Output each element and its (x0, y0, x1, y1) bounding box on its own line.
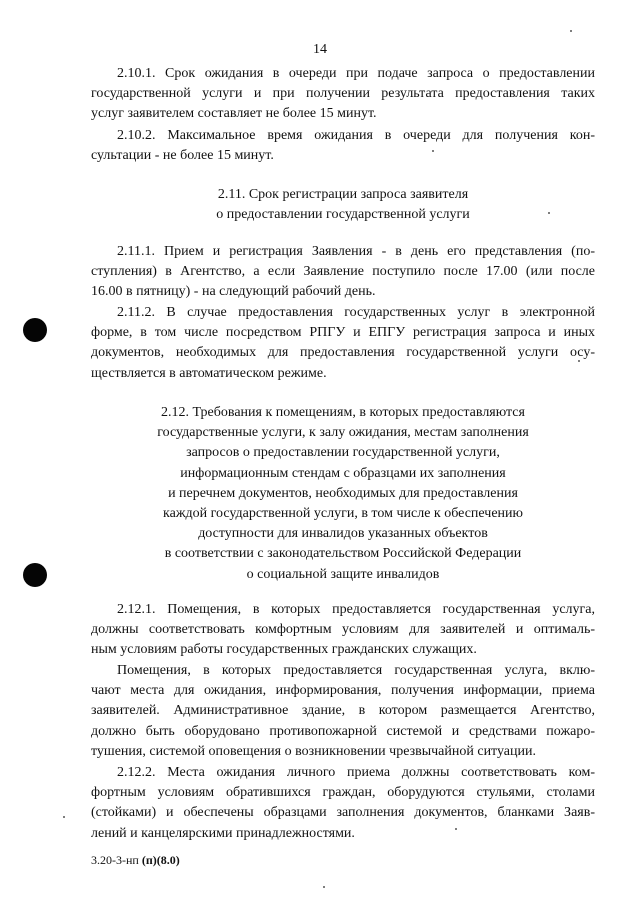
text-line: государственной услуги и при получении результата предоставления таких (91, 86, 595, 102)
text-line: 2.12.2. Места ожидания личного приема должны соответствовать ком- (117, 765, 595, 780)
text-line: должны соответствовать комфортным условиям для заявителей и оптималь- (91, 622, 595, 638)
text-line: сультации - не более 15 минут. (91, 148, 274, 164)
scan-speck (63, 816, 65, 818)
document-code (91, 853, 180, 868)
heading-line: о социальной защите инвалидов (246, 566, 440, 582)
text-line: услуг заявителем составляет не более 15 минут. (91, 106, 377, 122)
scan-speck (548, 212, 550, 214)
scan-speck (570, 30, 572, 32)
scan-speck (455, 828, 457, 830)
heading-line: о предоставлении государственной услуги (216, 207, 470, 223)
heading-line: каждой государственной услуги, в том числе к обеспечению (163, 506, 523, 522)
section-heading-2-12 (91, 403, 595, 585)
text-line: (стойками) и обеспечены образцами заполнения документов, бланками Заяв- (91, 805, 595, 821)
heading-line: 2.11. Срок регистрации запроса заявителя (217, 187, 469, 202)
scan-speck (578, 360, 580, 362)
text-line: 16.00 в пятницу) - на следующий рабочий день. (91, 284, 376, 300)
text-line: 2.10.1. Срок ожидания в очереди при подаче запроса о предоставлении (117, 66, 595, 81)
text-line: документов, необходимых для предоставления государственной услуги осу- (91, 345, 595, 361)
text-line: заявителей. Административное здание, в котором размещается Агентство, (91, 703, 595, 719)
paragraph-2-12-2 (91, 763, 595, 844)
paragraph-2-11-2 (91, 303, 595, 384)
text-line: лений и канцелярскими принадлежностями. (91, 825, 355, 841)
punch-hole (23, 318, 47, 342)
heading-line: государственные услуги, к залу ожидания, местам заполнения (157, 425, 529, 441)
scan-speck (432, 150, 434, 152)
page-number: 14 (313, 42, 327, 57)
text-line: 2.12.1. Помещения, в которых предоставляется государственная услуга, (117, 602, 595, 617)
heading-line: в соответствии с законодательством Российской Федерации (164, 546, 522, 562)
text-line: фортным условиям обратившихся граждан, оборудуются стульями, столами (91, 785, 595, 801)
paragraph-2-10-1 (91, 64, 595, 125)
heading-line: информационным стендам с образцами их заполнения (180, 465, 506, 481)
document-code-suffix: (п)(8.0) (141, 853, 180, 867)
text-line: должно быть оборудовано противопожарной системой и средствами пожаро- (91, 723, 595, 739)
heading-line: запросов о предоставлении государственной услуги, (186, 445, 500, 461)
text-line: ным условиям работы государственных гражданских служащих. (91, 642, 477, 658)
section-heading-2-11 (91, 185, 595, 225)
text-line: Помещения, в которых предоставляется государственная услуга, вклю- (117, 663, 595, 678)
text-line: 2.11.2. В случае предоставления государственных услуг в электронной (117, 305, 595, 320)
scan-speck (323, 886, 325, 888)
text-line: 2.10.2. Максимальное время ожидания в очереди для получения кон- (117, 128, 595, 143)
paragraph-2-12-1 (91, 600, 595, 661)
text-line: ществляется в автоматическом режиме. (91, 365, 327, 381)
punch-hole (23, 563, 47, 587)
text-line: 2.11.1. Прием и регистрация Заявления - в день его представления (по- (117, 244, 595, 259)
text-line: тушения, системой оповещения о возникновении чрезвычайной ситуации. (91, 743, 536, 759)
heading-line: 2.12. Требования к помещениям, в которых предоставляются (161, 405, 525, 420)
heading-line: доступности для инвалидов указанных объектов (198, 526, 488, 542)
paragraph-premises (91, 661, 595, 762)
paragraph-2-11-1 (91, 242, 595, 303)
text-line: ступления) в Агентство, а если Заявление поступило после 17.00 (или после (91, 264, 595, 280)
document-code-prefix: 3.20-3-нп (91, 853, 142, 867)
text-line: форме, в том числе посредством РПГУ и ЕПГУ регистрация запроса и иных (91, 325, 595, 341)
heading-line: и перечнем документов, необходимых для предоставления (168, 485, 518, 501)
paragraph-2-10-2 (91, 126, 595, 166)
text-line: чают места для ожидания, информирования, получения информации, приема (91, 683, 595, 699)
